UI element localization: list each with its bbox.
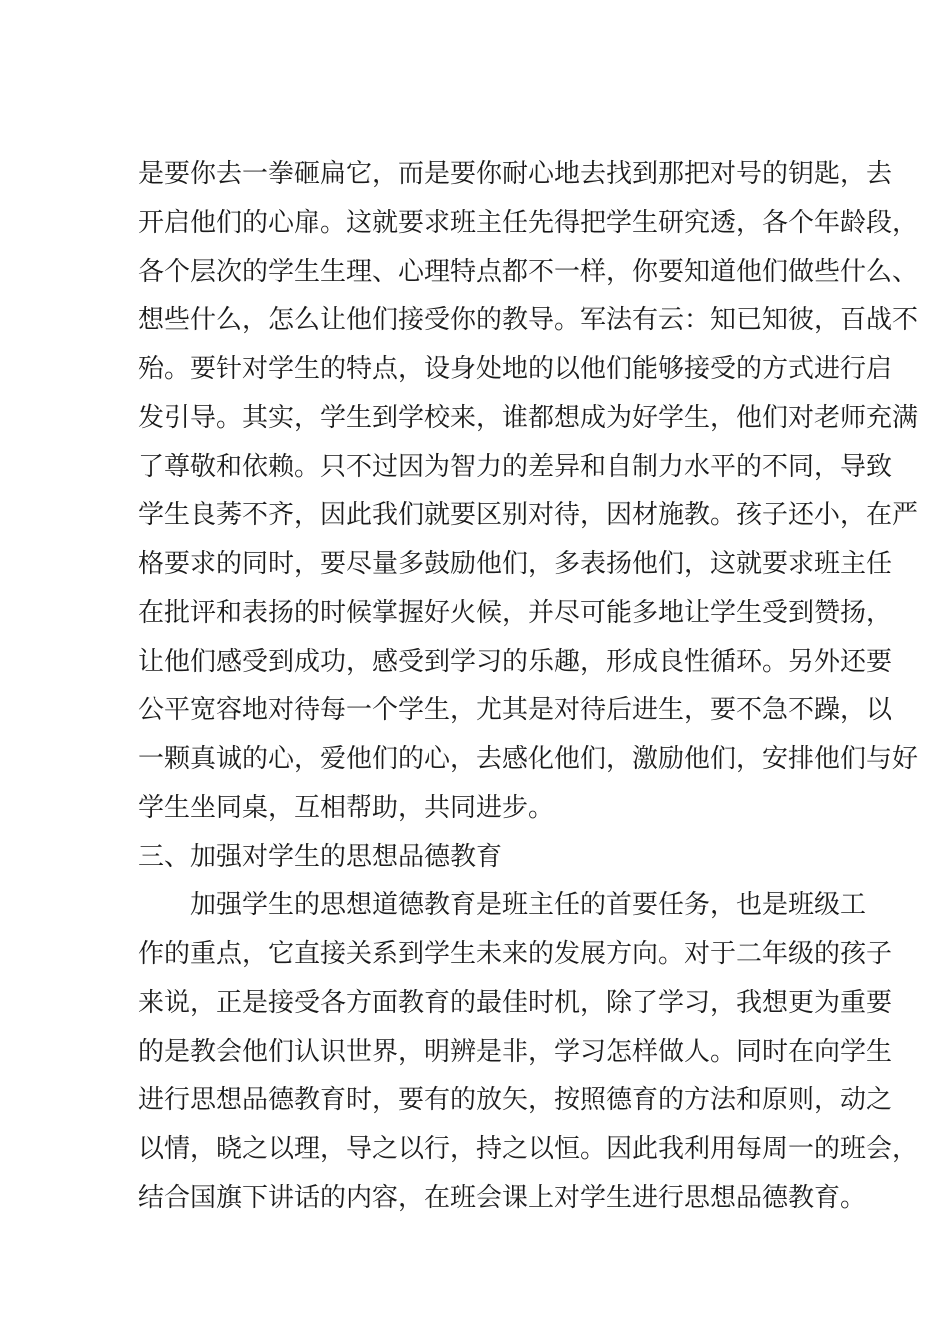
text-line: 作的重点，它直接关系到学生未来的发展方向。对于二年级的孩子 bbox=[138, 939, 893, 969]
text-line: 学生良莠不齐，因此我们就要区别对待，因材施教。孩子还小，在严 bbox=[138, 500, 919, 531]
paragraph bbox=[138, 881, 919, 1222]
text-line: 进行思想品德教育时，要有的放矢，按照德育的方法和原则，动之 bbox=[138, 1085, 893, 1116]
text-line: 在批评和表扬的时候掌握好火候，并尽可能多地让学生受到赞扬， bbox=[138, 597, 893, 628]
text-line: 殆。要针对学生的特点，设身处地的以他们能够接受的方式进行启 bbox=[138, 354, 893, 384]
text-line: 是要你去一拳砸扁它，而是要你耐心地去找到那把对号的钥匙，去 bbox=[138, 159, 893, 189]
text-line: 想些什么，怎么让他们接受你的教导。军法有云：知已知彼，百战不 bbox=[138, 305, 919, 336]
text-line: 一颗真诚的心，爱他们的心，去感化他们，激励他们，安排他们与好 bbox=[138, 744, 919, 774]
paragraph bbox=[138, 150, 919, 833]
text-line: 来说，正是接受各方面教育的最佳时机，除了学习，我想更为重要 bbox=[138, 987, 893, 1018]
text-line: 开启他们的心扉。这就要求班主任先得把学生研究透，各个年龄段， bbox=[138, 207, 919, 238]
text-line: 加强学生的思想道德教育是班主任的首要任务，也是班级工 bbox=[190, 890, 867, 921]
text-line: 各个层次的学生生理、心理特点都不一样，你要知道他们做些什么、 bbox=[138, 256, 919, 287]
text-line: 发引导。其实，学生到学校来，谁都想成为好学生，他们对老师充满 bbox=[138, 402, 919, 433]
text-line: 格要求的同时，要尽量多鼓励他们，多表扬他们，这就要求班主任 bbox=[138, 549, 893, 579]
text-line: 学生坐同桌，互相帮助，共同进步。 bbox=[138, 792, 555, 823]
text-line: 的是教会他们认识世界，明辨是非，学习怎样做人。同时在向学生 bbox=[138, 1036, 893, 1067]
text-line: 了尊敬和依赖。只不过因为智力的差异和自制力水平的不同，导致 bbox=[138, 451, 893, 482]
text-line: 以情，晓之以理，导之以行，持之以恒。因此我利用每周一的班会， bbox=[138, 1134, 919, 1164]
text-line: 结合国旗下讲话的内容，在班会课上对学生进行思想品德教育。 bbox=[138, 1182, 867, 1213]
section-heading: 三、加强对学生的思想品德教育 bbox=[138, 841, 503, 872]
text-line: 公平宽容地对待每一个学生，尤其是对待后进生，要不急不躁，以 bbox=[138, 695, 893, 726]
body-text bbox=[138, 150, 919, 1223]
text-line: 让他们感受到成功，感受到学习的乐趣，形成良性循环。另外还要 bbox=[138, 646, 893, 677]
